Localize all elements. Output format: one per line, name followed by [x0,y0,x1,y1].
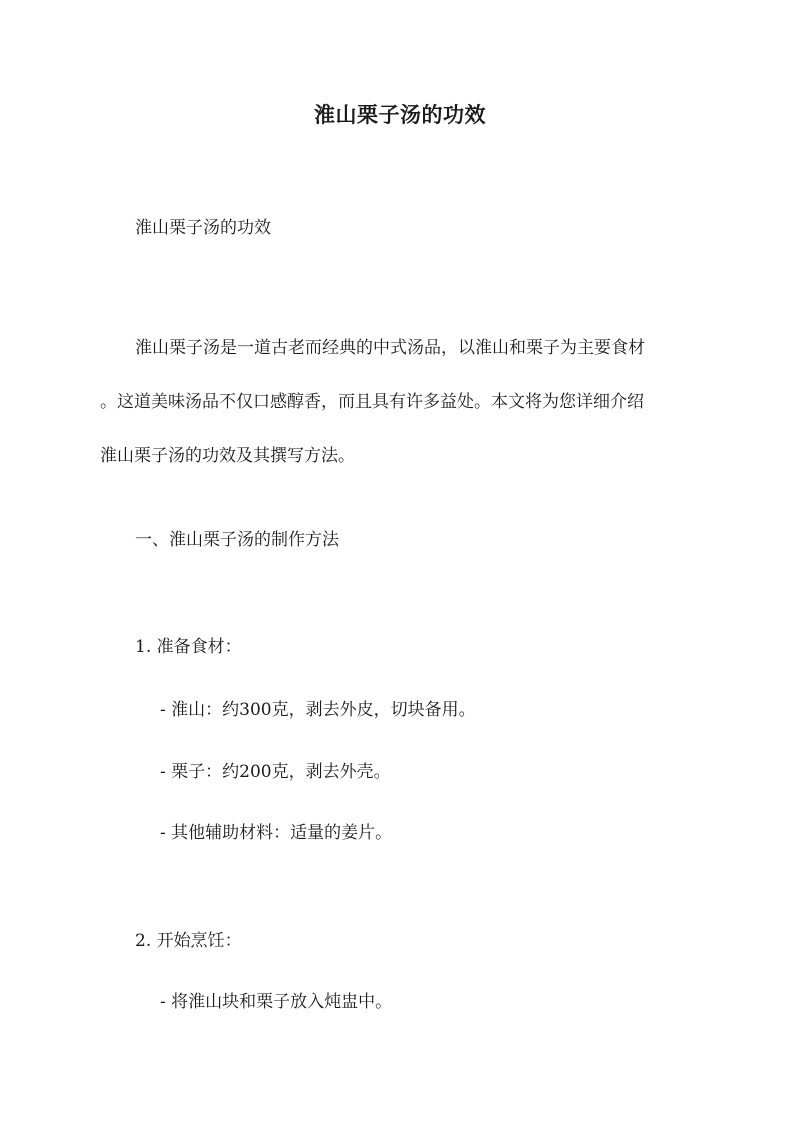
document-subtitle: 淮山栗子汤的功效 [135,218,271,238]
list-item: - 栗子：约200克，剥去外壳。 [160,762,391,782]
list-item: - 将淮山块和栗子放入炖盅中。 [160,992,393,1012]
list-item: - 淮山：约300克，剥去外皮，切块备用。 [160,700,476,720]
step-heading: 2. 开始烹饪： [135,931,242,951]
list-item: - 其他辅助材料：适量的姜片。 [160,823,393,843]
intro-line: 淮山栗子汤是一道古老而经典的中式汤品，以淮山和栗子为主要食材 [135,338,645,358]
intro-paragraph [100,321,700,483]
intro-line: 淮山栗子汤的功效及其撰写方法。 [100,446,355,466]
step-heading: 1. 准备食材： [135,637,242,657]
document-title: 淮山栗子汤的功效 [314,102,486,127]
section-heading: 一、淮山栗子汤的制作方法 [135,530,339,550]
intro-line: 。这道美味汤品不仅口感醇香，而且具有许多益处。本文将为您详细介绍 [100,392,644,412]
